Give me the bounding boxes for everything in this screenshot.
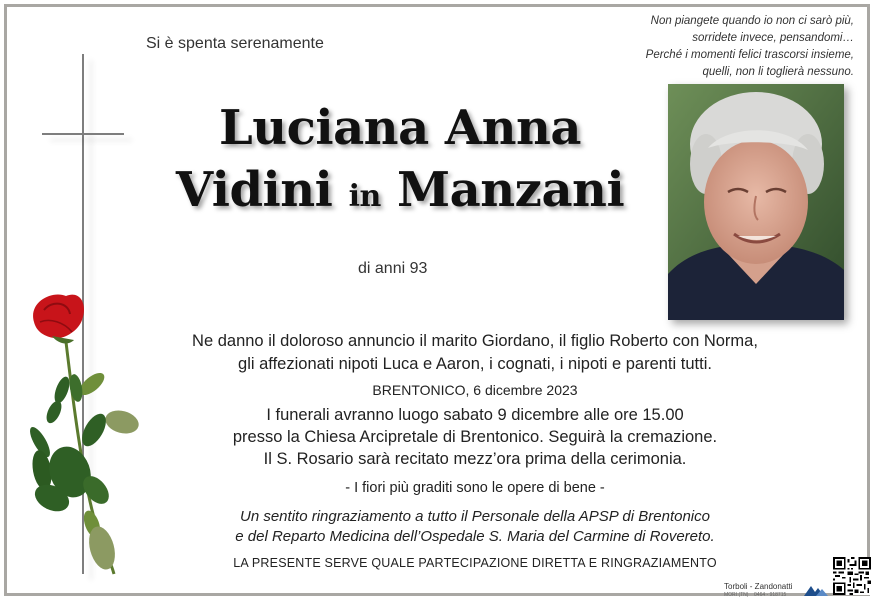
announcement-line: gli affezionati nipoti Luca e Aaron, i cognati, i nipoti e parenti tutti. [238, 355, 712, 373]
portrait-photo [668, 84, 844, 320]
funeral-details [150, 404, 800, 470]
agency-phone: 0464 - 918715 [754, 592, 787, 598]
poem-line: Perché i momenti felici trascorsi insieme, [645, 49, 854, 61]
thanks-note [150, 507, 800, 547]
poem-line: sorridete invece, pensandomi… [692, 32, 854, 44]
name-connector: in [348, 179, 381, 214]
qr-code-icon[interactable] [833, 557, 871, 595]
funeral-line: I funerali avranno luogo sabato 9 dicembre alle ore 15.00 [266, 406, 684, 424]
funeral-line: Il S. Rosario sarà recitato mezz’ora prima della cerimonia. [263, 450, 687, 468]
thanks-line: Un sentito ringraziamento a tutto il Personale della APSP di Brentonico [240, 508, 710, 525]
poem-line: quelli, non li toglierà nessuno. [702, 66, 854, 78]
thanks-line: e del Reparto Medicina dell’Ospedale S. Maria del Carmine di Rovereto. [235, 528, 715, 545]
agency-credit [724, 583, 792, 599]
agency-location: MORI (TN) [724, 592, 749, 598]
rose-image [22, 292, 152, 578]
flowers-note: - I fiori più graditi sono le opere di bene - [345, 480, 605, 496]
poem-line: Non piangete quando io non ci sarò più, [650, 15, 854, 27]
deceased-surname: Vidini [175, 162, 333, 218]
funeral-line: presso la Chiesa Arcipretale di Brentonico. Seguirà la cremazione. [232, 428, 718, 446]
age-text: di anni 93 [358, 260, 428, 277]
agency-logo-icon [804, 584, 828, 596]
place-date: BRENTONICO, 6 dicembre 2023 [372, 382, 578, 398]
intro-text: Si è spenta serenamente [146, 35, 324, 52]
married-surname: Manzani [397, 162, 625, 218]
deceased-surname-line [150, 162, 650, 218]
closing-statement: LA PRESENTE SERVE QUALE PARTECIPAZIONE DIRETTA E RINGRAZIAMENTO [233, 556, 717, 570]
announcement [150, 330, 800, 376]
agency-name: Torboli - Zandonatti [724, 582, 793, 591]
poem [594, 13, 854, 81]
deceased-first-names: Luciana Anna [218, 100, 582, 156]
announcement-line: Ne danno il doloroso annuncio il marito Giordano, il figlio Roberto con Norma, [192, 332, 758, 350]
cross-bar [42, 133, 124, 135]
